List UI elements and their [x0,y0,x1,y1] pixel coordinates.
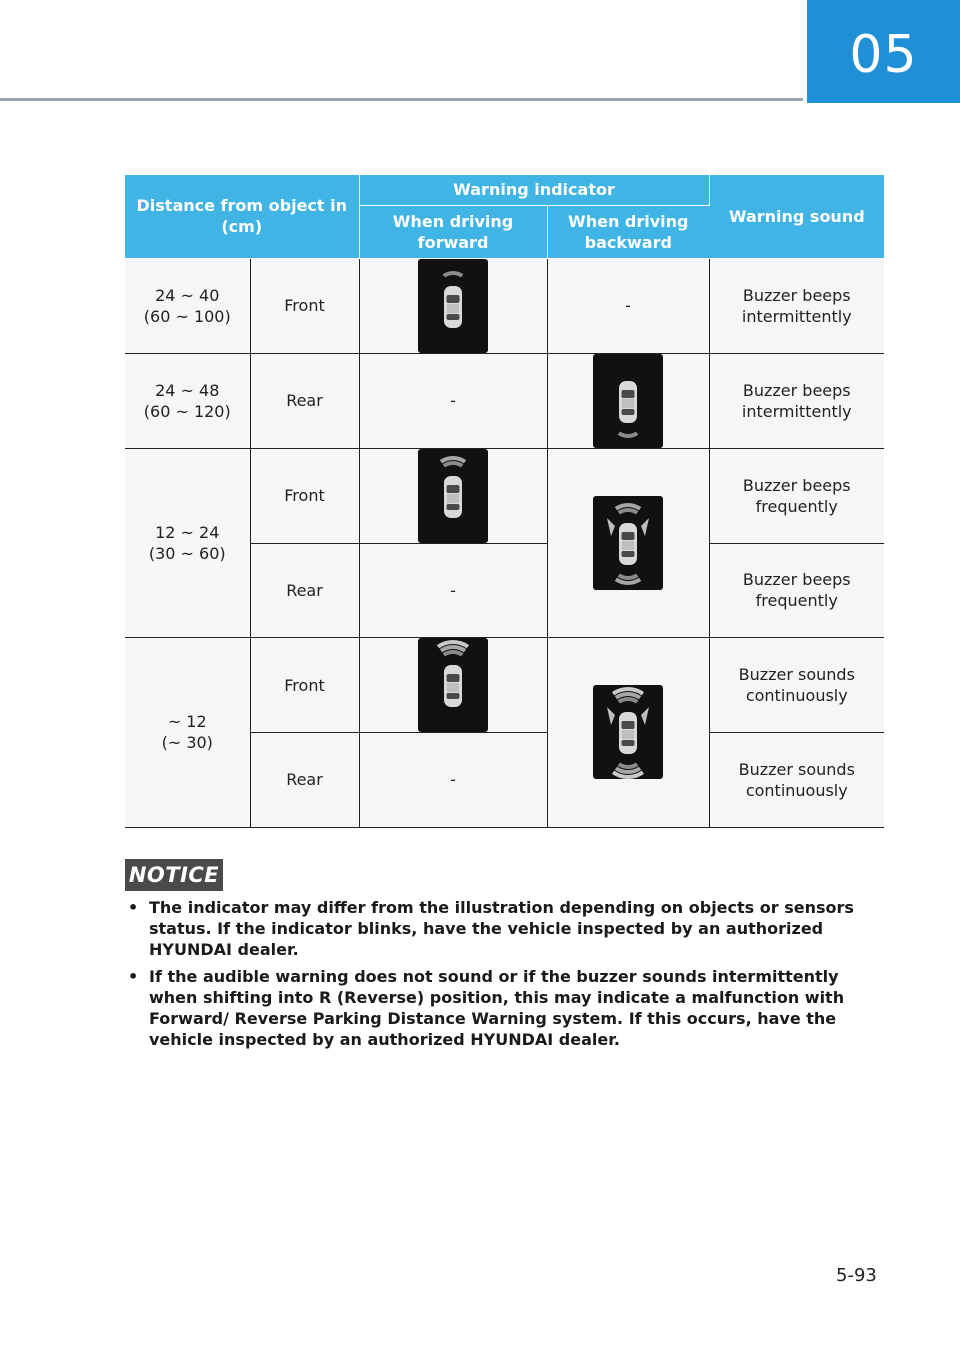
forward-cell: - [359,733,547,828]
page-number: 5-93 [836,1265,877,1286]
table-row [125,258,884,353]
forward-cell [359,258,547,353]
position-cell: Front [250,258,359,353]
parking-warning-table [125,175,884,828]
chapter-tab: 05 [807,0,960,103]
sound-cell: Buzzer beeps frequently [709,543,884,638]
header-rule [0,98,803,101]
car-parking-sensor-icon [593,354,663,448]
distance-cell: 24 ~ 40 (60 ~ 100) [125,258,250,353]
notice-item: • The indicator may differ from the illustration depending on objects or sensors status. If the indicator blinks, have the vehicle inspected by an authorized HYUNDAI dealer. [128,897,888,960]
position-cell: Front [250,638,359,733]
forward-cell [359,448,547,543]
header-indicator: Warning indicator [359,175,709,205]
backward-cell [547,353,709,448]
notice-item: • If the audible warning does not sound or if the buzzer sounds intermittently when shifting into R (Reverse) position, this may indicate a malfunction with Forward/ Reverse Parking Distance Warning system. If this occurs, have the vehicle inspected by an authorized HYUNDAI dealer. [128,966,888,1050]
table-row [125,638,884,733]
sound-cell: Buzzer beeps intermittently [709,353,884,448]
forward-cell: - [359,353,547,448]
backward-cell: - [547,258,709,353]
header-backward: When driving backward [547,205,709,258]
forward-cell: - [359,543,547,638]
header-distance: Distance from object in (cm) [125,175,359,258]
forward-cell [359,638,547,733]
header-sound: Warning sound [709,175,884,258]
table-row [125,353,884,448]
table-row [125,448,884,543]
position-cell: Rear [250,543,359,638]
notice-list [128,897,888,1056]
car-parking-sensor-icon [593,685,663,779]
car-parking-sensor-icon [418,449,488,543]
header-forward: When driving forward [359,205,547,258]
distance-cell: 12 ~ 24 (30 ~ 60) [125,448,250,638]
backward-cell [547,448,709,638]
backward-cell [547,638,709,828]
car-parking-sensor-icon [418,638,488,732]
distance-cell: 24 ~ 48 (60 ~ 120) [125,353,250,448]
car-parking-sensor-icon [593,496,663,590]
distance-cell: ~ 12 (~ 30) [125,638,250,828]
position-cell: Front [250,448,359,543]
sound-cell: Buzzer beeps intermittently [709,258,884,353]
position-cell: Rear [250,733,359,828]
notice-label: NOTICE [125,859,223,891]
position-cell: Rear [250,353,359,448]
sound-cell: Buzzer sounds continuously [709,733,884,828]
sound-cell: Buzzer beeps frequently [709,448,884,543]
car-parking-sensor-icon [418,259,488,353]
sound-cell: Buzzer sounds continuously [709,638,884,733]
